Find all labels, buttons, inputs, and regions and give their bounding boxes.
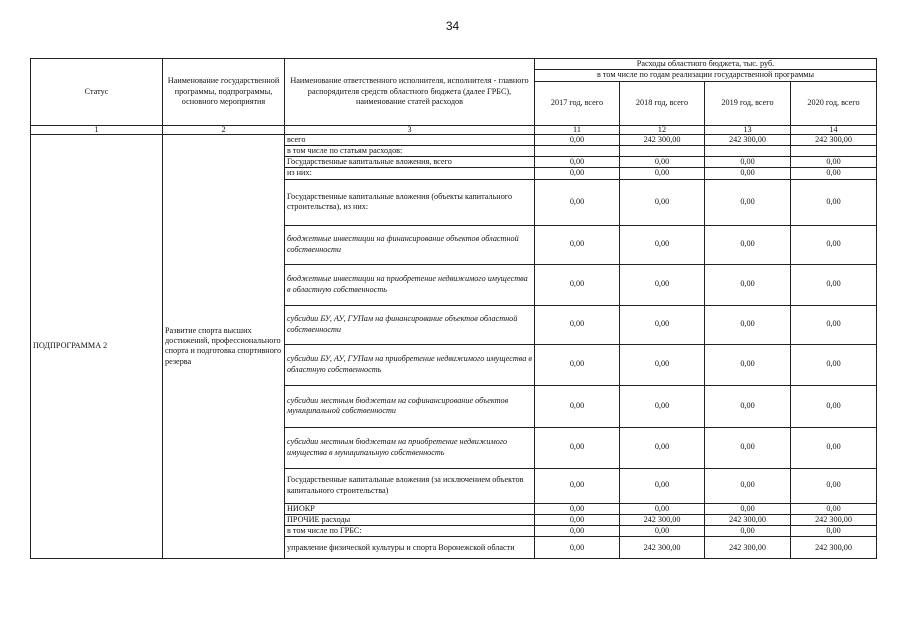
value-2020: 242 300,00	[791, 134, 877, 145]
value-2017: 0,00	[535, 427, 620, 468]
value-2017: 0,00	[535, 305, 620, 344]
value-2020: 0,00	[791, 344, 877, 385]
header-year-2019: 2019 год, всего	[705, 81, 791, 125]
value-2017: 0,00	[535, 385, 620, 427]
value-2019: 0,00	[705, 168, 791, 179]
header-status: Статус	[31, 59, 163, 126]
value-2019: 242 300,00	[705, 537, 791, 559]
row-label: управление физической культуры и спорта Воронежской области	[285, 537, 535, 559]
value-2019: 0,00	[705, 157, 791, 168]
row-label: в том числе по статьям расходов:	[285, 145, 535, 156]
value-2018: 242 300,00	[620, 134, 705, 145]
value-2018: 0,00	[620, 264, 705, 305]
value-2019: 0,00	[705, 526, 791, 537]
row-label: Государственные капитальные вложения (за исключением объектов капитального строительства)	[285, 468, 535, 503]
value-2017: 0,00	[535, 134, 620, 145]
value-2017	[535, 145, 620, 156]
value-2020: 0,00	[791, 225, 877, 264]
status-cell: ПОДПРОГРАММА 2	[31, 134, 163, 559]
value-2019: 0,00	[705, 264, 791, 305]
row-label: в том числе по ГРБС:	[285, 526, 535, 537]
header-year-2018: 2018 год, всего	[620, 81, 705, 125]
row-label: НИОКР	[285, 503, 535, 514]
value-2019: 0,00	[705, 468, 791, 503]
value-2017: 0,00	[535, 225, 620, 264]
value-2019	[705, 145, 791, 156]
row-label: Государственные капитальные вложения, всего	[285, 157, 535, 168]
row-label: бюджетные инвестиции на приобретение недвижимого имущества в областную собственность	[285, 264, 535, 305]
value-2019: 0,00	[705, 305, 791, 344]
budget-table	[30, 58, 877, 559]
value-2018: 0,00	[620, 344, 705, 385]
value-2020: 0,00	[791, 264, 877, 305]
row-label: всего	[285, 134, 535, 145]
value-2019: 0,00	[705, 344, 791, 385]
column-number: 13	[705, 125, 791, 134]
value-2017: 0,00	[535, 468, 620, 503]
value-2017: 0,00	[535, 514, 620, 525]
column-number: 1	[31, 125, 163, 134]
row-label: субсидии местным бюджетам на софинансирование объектов муниципальной собственности	[285, 385, 535, 427]
value-2019: 0,00	[705, 427, 791, 468]
value-2020: 0,00	[791, 385, 877, 427]
value-2020: 0,00	[791, 468, 877, 503]
value-2020: 0,00	[791, 503, 877, 514]
row-label: ПРОЧИЕ расходы	[285, 514, 535, 525]
value-2018: 0,00	[620, 385, 705, 427]
value-2018: 242 300,00	[620, 537, 705, 559]
value-2018: 0,00	[620, 526, 705, 537]
row-label: субсидии БУ, АУ, ГУПам на приобретение недвижимого имущества в областную собственность	[285, 344, 535, 385]
header-year-2017: 2017 год, всего	[535, 81, 620, 125]
value-2020: 0,00	[791, 305, 877, 344]
value-2017: 0,00	[535, 264, 620, 305]
column-number: 14	[791, 125, 877, 134]
value-2020: 242 300,00	[791, 514, 877, 525]
value-2020: 0,00	[791, 168, 877, 179]
value-2019: 242 300,00	[705, 514, 791, 525]
value-2018: 0,00	[620, 427, 705, 468]
value-2017: 0,00	[535, 168, 620, 179]
value-2018: 0,00	[620, 179, 705, 225]
program-name-cell: Развитие спорта высших достижений, профессионального спорта и подготовка спортивного резерва	[163, 134, 285, 559]
row-label: субсидии местным бюджетам на приобретение недвижимого имущества в муниципальную собственность	[285, 427, 535, 468]
column-number: 2	[163, 125, 285, 134]
row-label: Государственные капитальные вложения (объекты капитального строительства), из них:	[285, 179, 535, 225]
value-2020: 0,00	[791, 427, 877, 468]
value-2017: 0,00	[535, 344, 620, 385]
value-2020	[791, 145, 877, 156]
column-number: 12	[620, 125, 705, 134]
header-by-years: в том числе по годам реализации государственной программы	[535, 70, 877, 81]
value-2018: 242 300,00	[620, 514, 705, 525]
value-2019: 242 300,00	[705, 134, 791, 145]
value-2017: 0,00	[535, 179, 620, 225]
row-label: бюджетные инвестиции на финансирование объектов областной собственности	[285, 225, 535, 264]
value-2017: 0,00	[535, 526, 620, 537]
value-2019: 0,00	[705, 179, 791, 225]
header-expenses: Расходы областного бюджета, тыс. руб.	[535, 59, 877, 70]
value-2018: 0,00	[620, 157, 705, 168]
page-number: 34	[445, 19, 460, 33]
value-2019: 0,00	[705, 503, 791, 514]
value-2020: 242 300,00	[791, 537, 877, 559]
value-2018: 0,00	[620, 503, 705, 514]
header-year-2020: 2020 год, всего	[791, 81, 877, 125]
value-2017: 0,00	[535, 537, 620, 559]
table-row	[31, 134, 877, 145]
value-2018: 0,00	[620, 225, 705, 264]
value-2019: 0,00	[705, 385, 791, 427]
row-label: из них:	[285, 168, 535, 179]
value-2018: 0,00	[620, 468, 705, 503]
column-number: 11	[535, 125, 620, 134]
row-label: субсидии БУ, АУ, ГУПам на финансирование объектов областной собственности	[285, 305, 535, 344]
value-2020: 0,00	[791, 157, 877, 168]
value-2018: 0,00	[620, 305, 705, 344]
value-2018: 0,00	[620, 168, 705, 179]
value-2020: 0,00	[791, 526, 877, 537]
value-2017: 0,00	[535, 503, 620, 514]
header-executor: Наименование ответственного исполнителя, исполнителя - главного распорядителя средств областного бюджета (далее ГРБС), наименование статей расходов	[285, 59, 535, 126]
value-2018	[620, 145, 705, 156]
value-2017: 0,00	[535, 157, 620, 168]
column-number: 3	[285, 125, 535, 134]
value-2020: 0,00	[791, 179, 877, 225]
header-program: Наименование государственной программы, подпрограммы, основного мероприятия	[163, 59, 285, 126]
value-2019: 0,00	[705, 225, 791, 264]
